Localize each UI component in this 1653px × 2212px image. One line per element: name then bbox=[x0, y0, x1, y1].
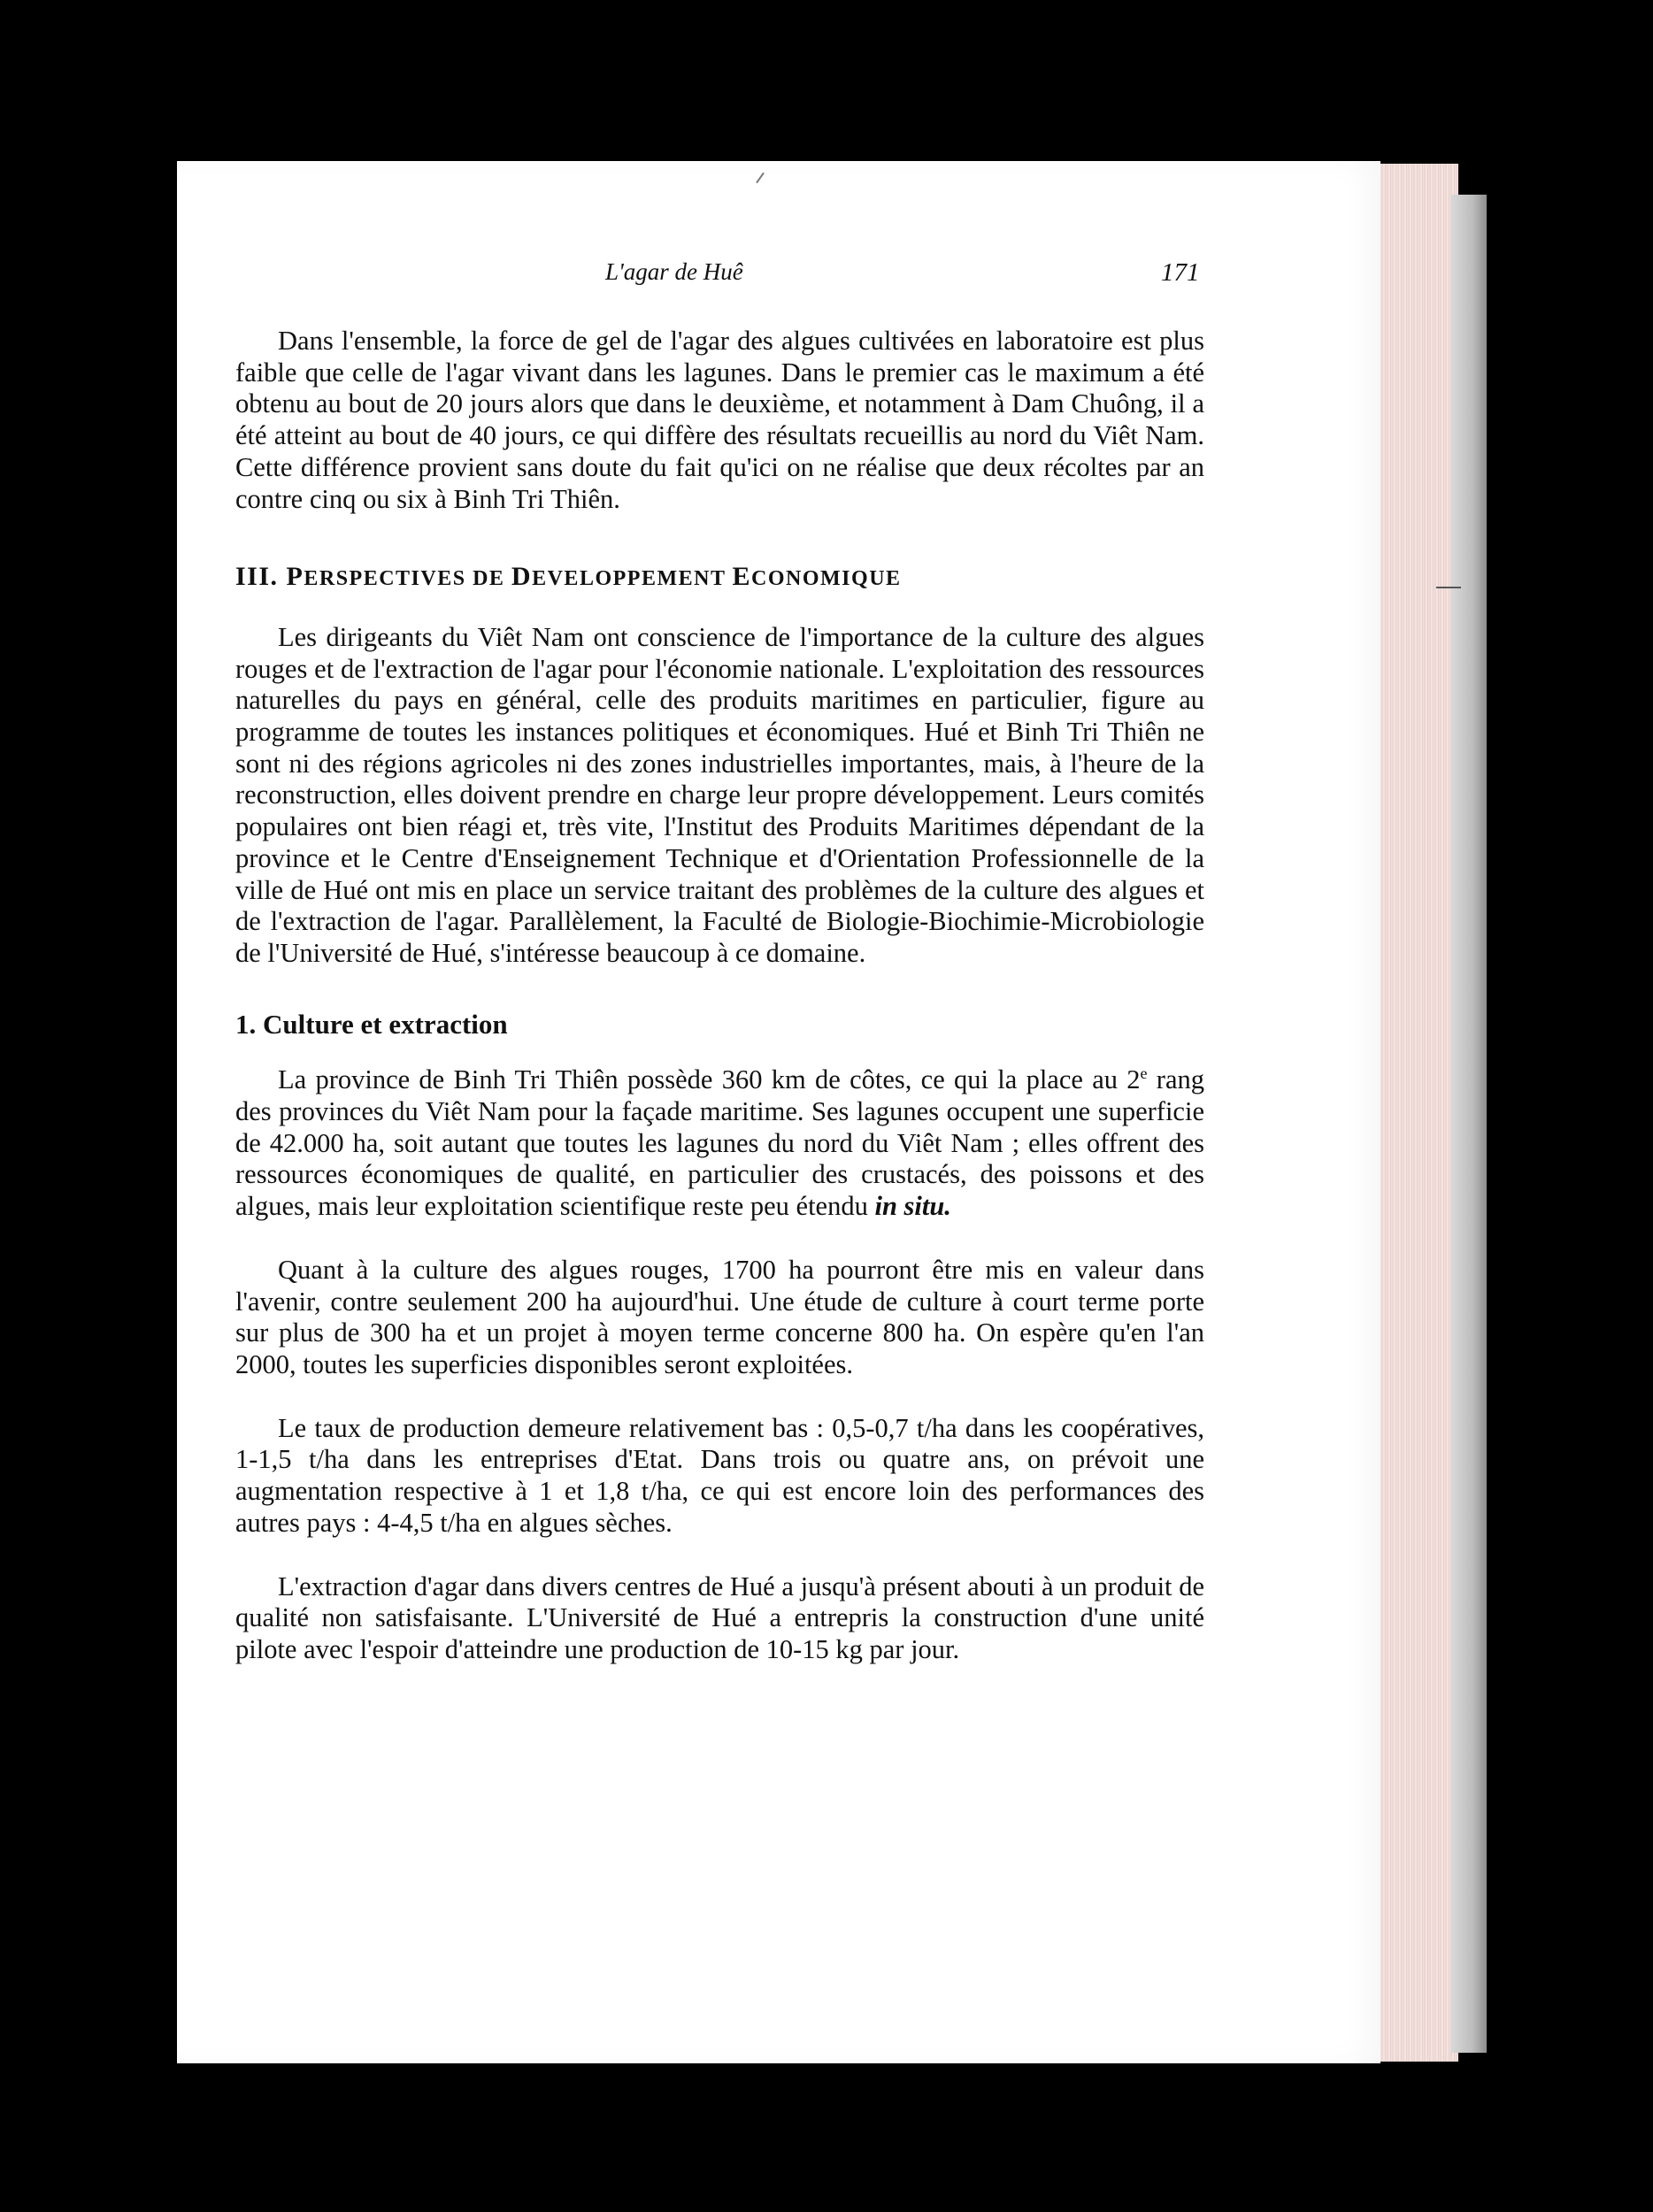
paragraph-agar-extraction: L'extraction d'agar dans divers centres de Hué a jusqu'à présent abouti à un produit de qualité non satisfaisante. L'Université de Hué a entrepris la construction d'une unité pilote avec l'espoir d'atteindre une production de 10-15 kg par jour. bbox=[235, 1571, 1204, 1664]
subsection-heading: 1. Culture et extraction bbox=[235, 1008, 508, 1040]
paragraph-red-algae-culture: Quant à la culture des algues rouges, 1700 ha pourront être mis en valeur dans l'avenir, contre seulement 200 ha aujourd'hui. Une étude de culture à court terme porte sur plus de 300 ha et un projet à moyen terme concerne 800 ha. On espère qu'en l'an 2000, toutes les superficies disponibles seront exploitées. bbox=[235, 1254, 1204, 1379]
paragraph-gel-strength: Dans l'ensemble, la force de gel de l'agar des algues cultivées en laboratoire est plus faible que celle de l'agar vivant dans les lagunes. Dans le premier cas le maximum a été obtenu au bout de 20 jours alors que dans le deuxième, et notamment à Dam Chuông, il a été atteint au bout de 40 jours, ce qui diffère des résultats recueillis au nord du Viêt Nam. Cette différence provient sans doute du fait qu'ici on ne réalise que deux récoltes par an contre cinq ou six à Binh Tri Thiên. bbox=[235, 326, 1204, 514]
paragraph-text: La province de Binh Tri Thiên possède 360 km de côtes, ce qui la place au 2 bbox=[278, 1064, 1141, 1095]
paragraph-economic-perspectives: Les dirigeants du Viêt Nam ont conscience de l'importance de la culture des algues rouges et de l'extraction de l'agar pour l'économie nationale. L'exploitation des ressources naturelles du pays en général, celle des produits maritimes en particulier, figure au programme de toutes les instances politiques et économiques. Hué et Binh Tri Thiên ne sont ni des régions agricoles ni des zones industrielles importantes, mais, à l'heure de la reconstruction, elles doivent prendre en charge leur propre développement. Leurs comités populaires ont bien réagi et, très vite, l'Institut des Produits Maritimes dépendant de la province et le Centre d'Enseignement Technique et d'Orientation Professionnelle de la ville de Hué ont mis en place un service traitant des problèmes de la culture des algues et de l'extraction de l'agar. Parallèlement, la Faculté de Biologie-Biochimie-Microbiologie de l'Université de Hué, s'intéresse beaucoup à ce domaine. bbox=[235, 621, 1204, 968]
running-title: L'agar de Huê bbox=[605, 258, 743, 285]
page-number: 171 bbox=[1161, 258, 1200, 287]
section-title-initial: P bbox=[286, 562, 304, 592]
book-cover-edge bbox=[1451, 195, 1487, 2053]
running-head bbox=[0, 258, 1653, 294]
section-heading bbox=[235, 561, 1204, 595]
section-title-smallcaps: EVELOPPEMENT bbox=[532, 567, 733, 591]
superscript: e bbox=[1140, 1064, 1148, 1083]
paragraph-production-rate: Le taux de production demeure relativement bas : 0,5-0,7 t/ha dans les coopératives, 1-1,5 t/ha dans les entreprises d'Etat. Dans trois ou quatre ans, on prévoit une augmentation respective à 1 et 1,8 t/ha, ce qui est encore loin des performances des autres pays : 4-4,5 t/ha en algues sèches. bbox=[235, 1412, 1204, 1538]
page-body bbox=[235, 326, 1204, 1666]
italic-phrase: in situ. bbox=[874, 1191, 951, 1222]
section-title-smallcaps: CONOMIQUE bbox=[751, 567, 902, 591]
section-number: III. bbox=[235, 562, 279, 592]
section-title-initial: D bbox=[511, 562, 533, 592]
paragraph-text: rang des provinces du Viêt Nam pour la façade maritime. Ses lagunes occupent une superficie de 42.000 ha, soit autant que toutes les lagunes du nord du Viêt Nam ; elles offrent des ressources économiques de qualité, en particulier des crustacés, des poissons et des algues, mais leur exploitation scientifique reste peu étendu bbox=[235, 1064, 1204, 1222]
paragraph-province-coast bbox=[235, 1064, 1204, 1223]
section-title-initial: E bbox=[732, 562, 752, 592]
margin-mark bbox=[1436, 587, 1461, 588]
section-title-smallcaps: ERSPECTIVES DE bbox=[304, 567, 511, 591]
